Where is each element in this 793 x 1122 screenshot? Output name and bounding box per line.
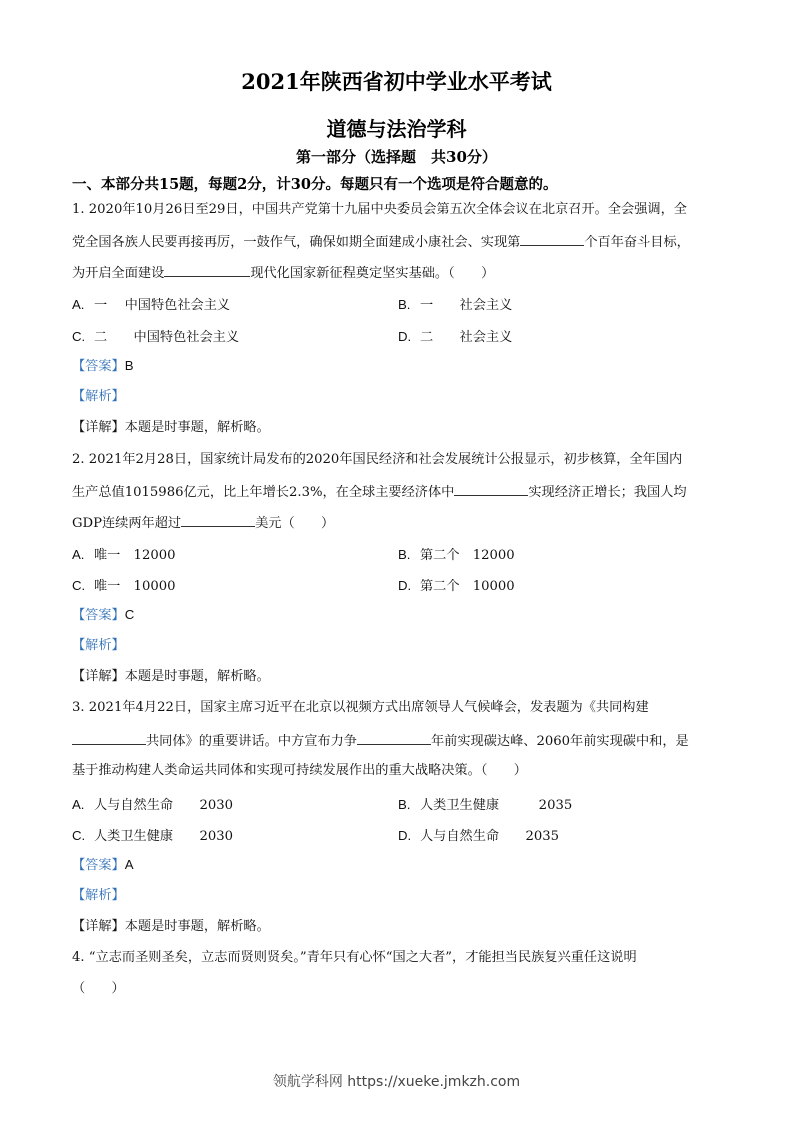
subject-title: 道德与法治学科 xyxy=(326,117,467,141)
analysis-tag: 【解析】 xyxy=(72,389,125,404)
question-3-option-a[interactable] xyxy=(72,794,233,813)
question-1-answer xyxy=(72,357,134,376)
answer-tag: 【答案】 xyxy=(72,359,125,374)
answer-blank xyxy=(181,513,255,527)
option-letter: B. xyxy=(398,547,411,562)
question-2-option-d[interactable] xyxy=(398,575,515,594)
question-2-answer xyxy=(72,606,134,625)
question-2-line-3 xyxy=(72,513,334,533)
answer-value: B xyxy=(124,358,134,373)
exam-title: 2021年陕西省初中学业水平考试 xyxy=(241,69,552,94)
question-2-option-b[interactable] xyxy=(398,544,515,563)
option-letter: C. xyxy=(72,828,86,843)
detail-tag: 【详解】 xyxy=(72,669,125,684)
question-1-line-2-text: 党全国各族人民要再接再厉，一鼓作气，确保如期全面建成小康社会、实现第 xyxy=(72,235,521,250)
answer-blank xyxy=(72,731,146,745)
question-1-line-3-tail: 现代化国家新征程奠定坚实基础。（ ） xyxy=(250,266,495,281)
question-2-line-2-tail: 实现经济正增长；我国人均 xyxy=(528,485,687,500)
question-2-analysis xyxy=(72,637,125,655)
option-letter: D. xyxy=(398,828,412,843)
question-2-option-a[interactable] xyxy=(72,544,176,563)
option-text: 二 社会主义 xyxy=(420,330,513,345)
detail-tag: 【详解】 xyxy=(72,420,125,435)
question-2-line-2 xyxy=(72,482,687,502)
detail-text: 本题是时事题，解析略。 xyxy=(124,919,270,934)
question-1-line-3-text: 为开启全面建设 xyxy=(72,266,165,281)
option-letter: B. xyxy=(398,797,411,812)
option-letter: A. xyxy=(72,297,85,312)
option-letter: A. xyxy=(72,797,85,812)
question-1-line-2 xyxy=(72,232,690,252)
detail-text: 本题是时事题，解析略。 xyxy=(124,669,270,684)
question-3-answer xyxy=(72,856,134,875)
option-letter: C. xyxy=(72,578,86,593)
question-3-line-2 xyxy=(72,731,689,751)
option-text: 二 中国特色社会主义 xyxy=(94,330,240,345)
option-text: 一 社会主义 xyxy=(420,298,513,313)
answer-blank xyxy=(164,263,250,277)
answer-blank xyxy=(454,482,528,496)
question-3-line-2-tail: 年前实现碳达峰、2060年前实现碳中和，是 xyxy=(431,734,689,749)
option-letter: A. xyxy=(72,547,85,562)
question-3-line-3: 基于推动构建人类命运共同体和实现可持续发展作出的重大战略决策。（ ） xyxy=(72,763,527,778)
analysis-tag: 【解析】 xyxy=(72,888,125,903)
question-2-line-2-text: 生产总值1015986亿元，比上年增长2.3%，在全球主要经济体中 xyxy=(72,485,455,500)
option-text: 第二个 10000 xyxy=(420,579,515,594)
question-3-detail xyxy=(72,918,270,936)
question-3-option-c[interactable] xyxy=(72,825,233,844)
option-letter: B. xyxy=(398,297,411,312)
question-4-line-2: （ ） xyxy=(72,981,125,996)
option-text: 人与自然生命 2035 xyxy=(420,829,560,844)
section-instruction: 一、本部分共15题，每题2分，计30分。每题只有一个选项是符合题意的。 xyxy=(72,176,558,193)
detail-tag: 【详解】 xyxy=(72,919,125,934)
option-letter: C. xyxy=(72,329,86,344)
question-1-line-1: 1. 2020年10月26日至29日，中国共产党第十九届中央委员会第五次全体会议在北京召开。全会强调，全 xyxy=(72,202,687,217)
detail-text: 本题是时事题，解析略。 xyxy=(124,420,270,435)
footer-watermark: 领航学科网 https://xueke.jmkzh.com xyxy=(272,1074,521,1090)
answer-blank xyxy=(357,731,431,745)
question-1-option-d[interactable] xyxy=(398,326,512,345)
option-text: 人与自然生命 2030 xyxy=(94,798,234,813)
analysis-tag: 【解析】 xyxy=(72,638,125,653)
option-letter: D. xyxy=(398,329,412,344)
question-2-line-1: 2. 2021年2月28日，国家统计局发布的2020年国民经济和社会发展统计公报显示，初步核算，全年国内 xyxy=(72,452,683,467)
question-1-option-b[interactable] xyxy=(398,294,512,313)
answer-blank xyxy=(520,232,584,246)
question-3-analysis xyxy=(72,887,125,905)
option-text: 第二个 12000 xyxy=(420,548,515,563)
answer-value: C xyxy=(124,607,135,622)
question-2-line-3-tail: 美元（ ） xyxy=(255,516,335,531)
question-2-line-3-text: GDP连续两年超过 xyxy=(72,516,182,531)
question-2-option-c[interactable] xyxy=(72,575,176,594)
answer-tag: 【答案】 xyxy=(72,608,125,623)
part-title: 第一部分（选择题 共30分） xyxy=(296,148,497,166)
question-1-analysis xyxy=(72,388,125,406)
question-3-line-2-text: 共同体》的重要讲话。中方宣布力争 xyxy=(146,734,357,749)
question-2-detail xyxy=(72,668,270,686)
question-1-line-2-tail: 个百年奋斗目标， xyxy=(584,235,690,250)
option-text: 唯一 12000 xyxy=(94,548,176,563)
answer-tag: 【答案】 xyxy=(72,858,125,873)
option-text: 人类卫生健康 2035 xyxy=(420,798,573,813)
option-text: 一 中国特色社会主义 xyxy=(94,298,231,313)
question-1-option-c[interactable] xyxy=(72,326,239,345)
option-letter: D. xyxy=(398,578,412,593)
question-4-line-1: 4. “立志而圣则圣矣，立志而贤则贤矣。”青年只有心怀“国之大者”，才能担当民族复兴重任这说明 xyxy=(72,950,637,965)
question-1-detail xyxy=(72,419,270,437)
answer-value: A xyxy=(124,857,134,872)
option-text: 唯一 10000 xyxy=(94,579,176,594)
question-3-option-d[interactable] xyxy=(398,825,559,844)
question-1-line-3 xyxy=(72,263,494,283)
question-3-line-1: 3. 2021年4月22日，国家主席习近平在北京以视频方式出席领导人气候峰会，发表题为《共同构建 xyxy=(72,700,649,715)
question-3-option-b[interactable] xyxy=(398,794,572,813)
option-text: 人类卫生健康 2030 xyxy=(94,829,234,844)
question-1-option-a[interactable] xyxy=(72,294,230,313)
